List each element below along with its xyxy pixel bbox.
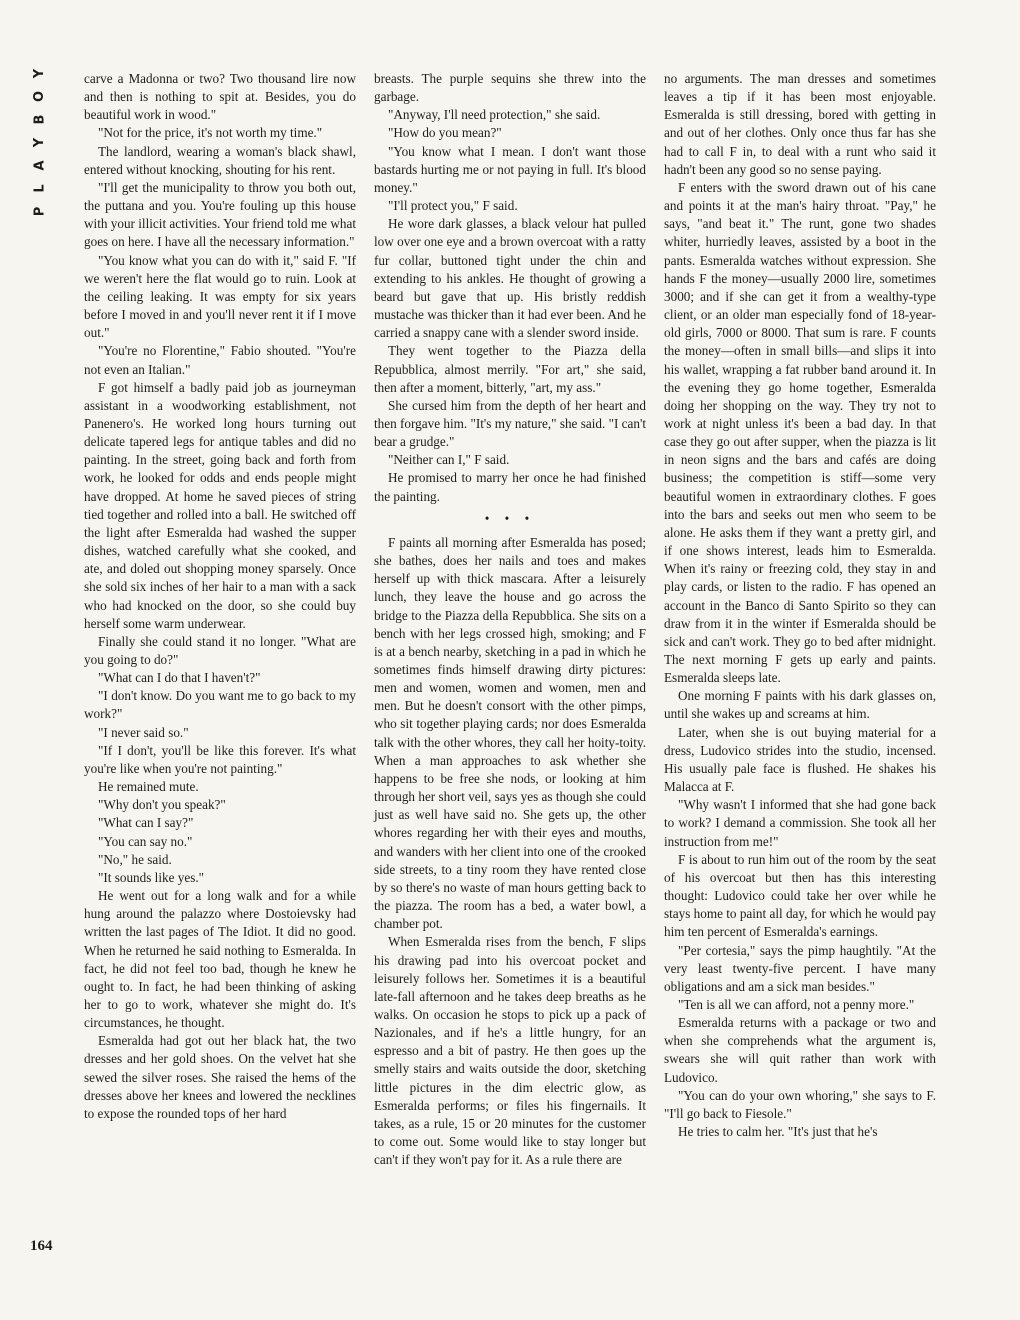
body-paragraph: "How do you mean?" bbox=[388, 125, 502, 141]
body-paragraph: "What can I say?" bbox=[98, 815, 194, 831]
masthead-letter: O bbox=[32, 90, 48, 103]
masthead-letter: L bbox=[32, 184, 48, 193]
body-paragraph: He tries to calm her. "It's just that he's bbox=[678, 1124, 878, 1140]
body-paragraph: He went out for a long walk and for a while hung around the palazzo where Dostoievsky had written the last pages of The Idiot. It did no good. When he returned he said nothing to Esmeralda. In fact, he did not feel too bad, though he knew he ought to. In fact, he had been thinking of asking her to go to work, whatever she might do. It's circumstances, he thought. bbox=[84, 888, 356, 1031]
body-paragraph: "Anyway, I'll need protection," she said. bbox=[388, 107, 601, 123]
section-separator: • • • bbox=[484, 510, 536, 526]
body-paragraph: breasts. The purple sequins she threw into the garbage. bbox=[374, 71, 646, 105]
body-paragraph: One morning F paints with his dark glasses on, until she wakes up and screams at him. bbox=[664, 688, 936, 722]
body-paragraph: He wore dark glasses, a black velour hat pulled low over one eye and a brown overcoat with a ratty fur collar, buttoned tight under the chin and extending to his ankles. He thought of growing a beard but gave that up. His bristly reddish mustache was thicker than it had ever been. And he carried a snappy cane with a slender sword inside. bbox=[374, 216, 646, 341]
body-paragraph: "I'll get the municipality to throw you both out, the puttana and you. You're fouling up this house with your illicit activities. Your friend told me what goes on here. I have all the necessary information." bbox=[84, 179, 356, 250]
body-paragraph: carve a Madonna or two? Two thousand lire now and then is nothing to spit at. Besides, you do beautiful work in wood." bbox=[84, 71, 356, 123]
body-paragraph: "I never said so." bbox=[98, 724, 189, 740]
body-paragraph: "Why wasn't I informed that she had gone back to work? I demand a commission. She took all her instruction from me!" bbox=[664, 797, 936, 849]
masthead-letter: Y bbox=[32, 68, 48, 79]
body-paragraph: F paints all morning after Esmeralda has posed; she bathes, does her nails and toes and makes herself up with thick mascara. After a leisurely lunch, they leave the house and go across the bridge to the Piazza della Repubblica. She sits on a bench with her legs crossed high, smoking; and F is at a bench nearby, sketching in a pad in which he sometimes finds himself drawing dirty pictures: men and women, women and women, men and men. But he doesn't consort with the other pimps, who sit together playing cards; nor does Esmeralda talk with the other whores, they call her hoity-toity. When a man approaches to ask whether she happens to be free she nods, or looking at him through her short veil, says yes as though she could just as well have said no. She gets up, the other whores regarding her with their eyes and mouths, and wanders with her client into one of the crooked side streets, to a tiny room they have rented close by so there's no waste of man hours getting back to the piazza. The room has a bed, a water bowl, a chamber pot. bbox=[374, 534, 646, 932]
body-paragraph: "I'll protect you," F said. bbox=[388, 198, 518, 214]
magazine-name-vertical bbox=[26, 66, 54, 227]
masthead-letter: P bbox=[32, 206, 48, 217]
body-paragraph: "You can do your own whoring," she says to F. "I'll go back to Fiesole." bbox=[664, 1087, 936, 1121]
body-paragraph: Finally she could stand it no longer. "What are you going to do?" bbox=[84, 633, 356, 667]
text-column-1 bbox=[84, 70, 356, 1123]
body-paragraph: "Why don't you speak?" bbox=[98, 797, 226, 813]
body-paragraph: When Esmeralda rises from the bench, F slips his drawing pad into his overcoat pocket and leisurely follows her. Sometimes it is a beautiful late-fall afternoon and he takes deep breaths as he walks. On occasion he stops to pick up a pack of Nazionales, and if he's a little hungry, for an espresso and a bit of pastry. He then goes up the smelly stairs and waits outside the door, sketching little pictures in the dim electric glow, as Esmeralda performs; or files his fingernails. It takes, as a rule, 15 or 20 minutes for the customer to come out. Some would like to stay longer but can't if they won't pay for it. As a rule there are bbox=[374, 934, 646, 1168]
body-paragraph: F is about to run him out of the room by the seat of his overcoat but then has this interesting thought: Ludovico could take her over while he stays home to paint all day, for which he would pay him ten percent of Esmeralda's earnings. bbox=[664, 851, 936, 940]
page-number: 164 bbox=[30, 1238, 53, 1254]
body-paragraph: Esmeralda returns with a package or two and when she comprehends what the argument is, swears she will quit rather than work with Ludovico. bbox=[664, 1015, 936, 1085]
body-paragraph: "I don't know. Do you want me to go back to my work?" bbox=[84, 688, 356, 722]
body-paragraph: They went together to the Piazza della Repubblica, almost merrily. "For art," she said, then after a moment, bitterly, "art, my ass." bbox=[374, 343, 646, 395]
body-paragraph: "Neither can I," F said. bbox=[388, 452, 510, 468]
body-paragraph: no arguments. The man dresses and sometimes leaves a tip if it has been most enjoyable. Esmeralda is still dressing, bored with getting in and out of her clothes. Only once thus far has she had to call F in, to deal with a runt who said it hadn't been any good so no sense paying. bbox=[664, 71, 936, 177]
body-paragraph: "No," he said. bbox=[98, 851, 172, 867]
masthead-letter: Y bbox=[32, 137, 48, 148]
body-paragraph: He promised to marry her once he had finished the painting. bbox=[374, 470, 646, 504]
body-paragraph: Esmeralda had got out her black hat, the two dresses and her gold shoes. On the velvet hat she sewed the silver roses. She raised the hems of the dresses above her knees and lowered the necklines to expose the rounded tops of her hard bbox=[84, 1033, 356, 1121]
body-paragraph: Later, when she is out buying material for a dress, Ludovico strides into the studio, incensed. His usually pale face is flushed. He shakes his Malacca at F. bbox=[664, 724, 936, 795]
text-column-3 bbox=[664, 70, 936, 1141]
body-paragraph: "You can say no." bbox=[98, 833, 193, 849]
masthead-letter: A bbox=[32, 160, 48, 171]
body-paragraph: "Not for the price, it's not worth my time." bbox=[98, 125, 323, 141]
body-paragraph: "You know what you can do with it," said F. "If we weren't here the flat would go to ruin. Look at the ceiling leaking. It was empty for six years before I moved in and you'll never rent it if I move out." bbox=[84, 252, 356, 341]
body-paragraph: He remained mute. bbox=[98, 779, 199, 795]
body-paragraph: "Ten is all we can afford, not a penny more." bbox=[678, 996, 915, 1012]
body-paragraph: "Per cortesia," says the pimp haughtily. "At the very least twenty-five percent. I have many obligations and am a sick man besides." bbox=[664, 942, 936, 994]
body-paragraph: "What can I do that I haven't?" bbox=[98, 670, 261, 686]
body-paragraph: "You know what I mean. I don't want those bastards hurting me or not paying in full. It's blood money." bbox=[374, 143, 646, 195]
body-paragraph: "It sounds like yes." bbox=[98, 869, 205, 885]
body-paragraph: "If I don't, you'll be like this forever. It's what you're like when you're not painting." bbox=[84, 742, 356, 776]
body-paragraph: F got himself a badly paid job as journeyman assistant in a woodworking establishment, not Panenero's. He worked long hours turning out delicate tapered legs for antique tables and did no painting. In the street, going back and forth from work, he looked for odds and ends people might have dropped. At home he saved pieces of string tied together and rolled into a ball. He switched off the light after Esmeralda had washed the supper dishes, watched carefully what she cooked, and ate, and doled out shopping money sparsely. Once she sold six inches of her hair to a man with a sack who had knocked on the door, so she could buy herself some warm underwear. bbox=[84, 379, 356, 631]
body-paragraph: She cursed him from the depth of her heart and then forgave him. "It's my nature," she said. "I can't bear a grudge." bbox=[374, 397, 646, 450]
body-paragraph: F enters with the sword drawn out of his cane and points it at the man's hairy throat. "Pay," he says, "and beat it." The runt, gone two shades whiter, hurriedly leaves, assisted by a boot in the pants. Esmeralda watches without expression. She hands F the money—usually 2000 lire, sometimes 3000; and if she can get it from a wealthy-type client, or an older man especially fond of 18-year-old girls, 7000 or 8000. That sum is rare. F counts the money—often in small bills—and slips it into his wallet, wrapping a fat rubber band around it. In the evening they go home together, Esmeralda doing her shopping on the way. They try not to work at night unless it's been a bad day. In that case they go out after supper, when the piazza is lit in neon signs and the bars and cafés are doing business; the competition is stiff—some very beautiful women in extraordinary clothes. F goes into the bars and seeks out men who seem to be alone. He asks them if they want a pretty girl, and if one shows interest, leads him to Esmeralda. When it's rainy or freezing cold, they stay in and play cards, or listen to the radio. F has opened an account in the Banco di Santo Spirito so they can draw from it in the winter if Esmeralda should be sick and can't work. They go to bed after midnight. The next morning F gets up early and paints. Esmeralda sleeps late. bbox=[664, 179, 936, 686]
text-column-2 bbox=[374, 70, 646, 1169]
masthead-letter: B bbox=[32, 114, 48, 125]
body-paragraph: "You're no Florentine," Fabio shouted. "You're not even an Italian." bbox=[84, 343, 356, 377]
body-paragraph: The landlord, wearing a woman's black shawl, entered without knocking, shouting for his rent. bbox=[84, 143, 356, 177]
